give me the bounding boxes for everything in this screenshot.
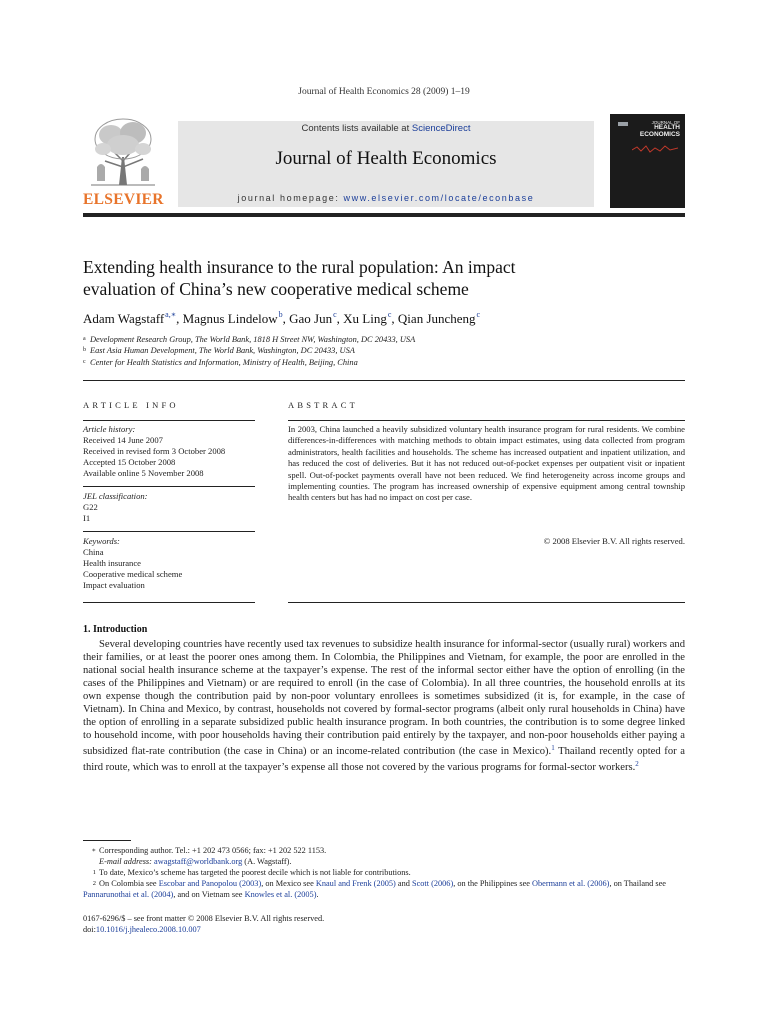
issn-line: 0167-6296/$ – see front matter © 2008 Elsevier B.V. All rights reserved.: [83, 914, 325, 923]
keyword: Impact evaluation: [83, 580, 145, 590]
email-suffix: (A. Wagstaff).: [242, 857, 292, 867]
jel-code: G22: [83, 502, 98, 512]
history-item: Received 14 June 2007: [83, 435, 163, 445]
history-item: Accepted 15 October 2008: [83, 457, 176, 467]
footnote-mark: ∗: [91, 847, 96, 854]
citation-link[interactable]: Scott (2006): [411, 879, 454, 889]
info-separator: [83, 486, 255, 487]
elsevier-wordmark: ELSEVIER: [83, 191, 164, 208]
cover-title-line2: ECONOMICS: [639, 130, 680, 138]
article-info-heading: ARTICLE INFO: [83, 400, 179, 410]
author-separator: ,: [282, 311, 290, 326]
keywords-label: Keywords:: [83, 536, 120, 546]
author-affiliation-mark[interactable]: c: [333, 310, 337, 319]
introduction-paragraph: [83, 638, 685, 774]
journal-homepage: [178, 193, 594, 203]
elsevier-logo[interactable]: [83, 117, 163, 211]
author-affiliation-mark[interactable]: c: [476, 310, 481, 319]
cover-small-label: JOURNAL OF: [651, 120, 680, 125]
affiliation-item: [83, 345, 685, 356]
author-name: Adam Wagstaff: [83, 311, 165, 326]
footnote-corresponding-author: [83, 845, 685, 856]
citation-link[interactable]: Knaul and Frenk (2005): [315, 879, 396, 889]
footnote-text-part: , and on Vietnam see: [173, 890, 245, 900]
elsevier-tree-icon: [89, 117, 157, 187]
author-affiliation-mark[interactable]: a,∗: [165, 310, 177, 319]
footnote-ref-2[interactable]: 2: [635, 760, 639, 768]
keyword: Cooperative medical scheme: [83, 569, 183, 579]
citation-link[interactable]: Escobar and Panopolou (2003): [158, 879, 262, 889]
footnote-ref-1[interactable]: 1: [551, 744, 555, 752]
author-separator: ,: [391, 311, 398, 326]
affiliation-item: [83, 334, 685, 345]
cover-decoration: [618, 122, 628, 126]
footnote-text-part: , on Thailand see: [609, 879, 666, 889]
title-divider: [83, 380, 685, 381]
contents-line: [178, 123, 594, 134]
keywords: [83, 536, 255, 591]
article-history: [83, 424, 255, 479]
footnote-mark: 2: [92, 880, 96, 888]
intro-text-part: Several developing countries have recently used tax revenues to subsidize health insurance for informal-sector (usually rural) workers and their families, or at least the poorer ones among them. In Colombia, the Philippines and Vietnam, for example, the poor are enrolled in the national social health insurance scheme at the taxpayer’s expense. The rest of the informal sector either have the option of enrolling (in the cases of the Philippines and Vietnam) or are required to enroll (in the case of Colombia). In all three countries, the household enrolls at its own expense though the contribution paid by non-poor voluntary enrollees is sometimes subsidized (it is, for example, in the case of Vietnam). In China and Mexico, by contrast, households not covered by formal-sector programs (albeit only rural households in China) have the option of enrolling in a separate subsidized public health insurance program. In both countries, the contribution is to some degree linked to household income, with poor households having their contribution paid entirely by the taxpayer, and non-poor households either paying a subsidized flat-rate contribution (the case in China) or an income-related contribution (the case in Mexico).: [83, 639, 685, 757]
affiliation-mark: a: [83, 336, 86, 342]
footnote-1: [83, 867, 685, 878]
author-name: Xu Ling: [343, 311, 387, 326]
cover-title: [632, 120, 680, 138]
masthead-divider: [83, 213, 685, 217]
footnote-rule: [83, 840, 131, 841]
section-heading-introduction: 1. Introduction: [83, 624, 148, 635]
abstract-rule: [288, 420, 685, 421]
intro-text-part: Thailand recently opted for a third route, which was to enroll at the taxpayer’s expense all those not covered by the various programs for formal-sector workers.: [83, 746, 685, 773]
journal-cover[interactable]: [610, 114, 685, 208]
affiliation-text: East Asia Human Development, The World Bank, Washington, DC 20433, USA: [90, 346, 355, 356]
front-matter: [83, 913, 685, 935]
affiliation-text: Center for Health Statistics and Information, Ministry of Health, Beijing, China: [90, 357, 358, 367]
history-label: Article history:: [83, 424, 136, 434]
journal-masthead: [178, 121, 594, 207]
footnote-text-part: and: [395, 879, 412, 889]
author-name: Qian Juncheng: [397, 311, 476, 326]
homepage-link[interactable]: www.elsevier.com/locate/econbase: [343, 193, 535, 203]
abstract-bottom-rule: [288, 602, 685, 603]
affiliations: [83, 334, 685, 368]
citation-link[interactable]: Obermann et al. (2006): [532, 879, 610, 889]
citation-link[interactable]: Knowles et al. (2005): [244, 890, 317, 900]
title-line-1: Extending health insurance to the rural population: An impact: [83, 257, 516, 277]
author-name: Magnus Lindelow: [182, 311, 278, 326]
keyword: Health insurance: [83, 558, 141, 568]
doi-line: [83, 924, 685, 935]
jel-code: I1: [83, 513, 91, 523]
affiliation-mark: c: [83, 358, 86, 365]
article-info-rule: [83, 420, 255, 421]
abstract-heading: ABSTRACT: [288, 400, 358, 410]
footnotes: [83, 845, 685, 900]
footnote-text-part: , on Mexico see: [261, 879, 316, 889]
author-separator: ,: [336, 311, 344, 326]
doi-label: doi:: [83, 925, 96, 935]
citation-link[interactable]: Pannarunothai et al. (2004): [83, 890, 174, 900]
title-line-2: evaluation of China’s new cooperative medical scheme: [83, 279, 469, 299]
journal-name: Journal of Health Economics: [275, 148, 497, 169]
footnote-2-text: [83, 879, 666, 899]
author-list: [83, 310, 685, 327]
footnote-text-part: .: [316, 890, 319, 900]
author-affiliation-mark[interactable]: c: [387, 310, 392, 319]
footnote-2: [83, 878, 685, 900]
footnote-email: [83, 856, 685, 867]
footnote-text: Corresponding author. Tel.: +1 202 473 0566; fax: +1 202 522 1153.: [99, 846, 327, 855]
article-title: [83, 256, 643, 300]
footnote-text: To date, Mexico’s scheme has targeted the poorest decile which is not liable for contributions.: [99, 868, 411, 878]
article-info: [83, 424, 255, 598]
footnote-text-part: On Colombia see: [99, 879, 159, 889]
doi-link[interactable]: 10.1016/j.jhealeco.2008.10.007: [95, 925, 201, 935]
journal-citation: Journal of Health Economics 28 (2009) 1–19: [298, 87, 470, 97]
info-separator: [83, 531, 255, 532]
contents-prefix: Contents lists available at: [301, 123, 412, 134]
footnote-text-part: , on the Philippines see: [453, 879, 533, 889]
cover-title-line1: HEALTH: [654, 124, 680, 131]
affiliation-text: Development Research Group, The World Bank, 1818 H Street NW, Washington, DC 20433, USA: [90, 335, 416, 344]
history-item: Available online 5 November 2008: [83, 468, 204, 478]
history-item: Received in revised form 3 October 2008: [83, 446, 226, 456]
author-separator: ,: [176, 311, 183, 326]
jel-label: JEL classification:: [83, 491, 148, 501]
cover-wave-graphic: [632, 144, 678, 154]
sciencedirect-link[interactable]: ScienceDirect: [411, 123, 471, 134]
abstract-copyright: © 2008 Elsevier B.V. All rights reserved.: [543, 536, 685, 546]
abstract-text: In 2003, China launched a heavily subsidized voluntary health insurance program for rural residents. We combine differences-in-differences with matching methods to obtain impact estimates, using data collected from program administrators, health facilities and households. The scheme has increased outpatient and inpatient utilization, and has reduced the cost of deliveries. But it has not reduced out-of-pocket expenses per outpatient visit or inpatient spell. Out-of-pocket payments overall have not been reduced. We find heterogeneity across income groups and implementing counties. The program has increased ownership of expensive equipment among central township health centers but has had no impact on cost per case.: [288, 424, 685, 503]
homepage-prefix: journal homepage:: [237, 193, 344, 203]
email-link[interactable]: awagstaff@worldbank.org: [154, 857, 243, 867]
affiliation-mark: b: [83, 347, 86, 354]
footnote-mark: 1: [92, 869, 96, 877]
affiliation-item: [83, 357, 685, 368]
keyword: China: [83, 547, 104, 557]
email-label: E-mail address:: [99, 857, 152, 867]
author-name: Gao Jun: [289, 311, 333, 326]
jel-classification: [83, 491, 255, 524]
article-info-bottom-rule: [83, 602, 255, 603]
author-affiliation-mark[interactable]: b: [278, 310, 283, 319]
